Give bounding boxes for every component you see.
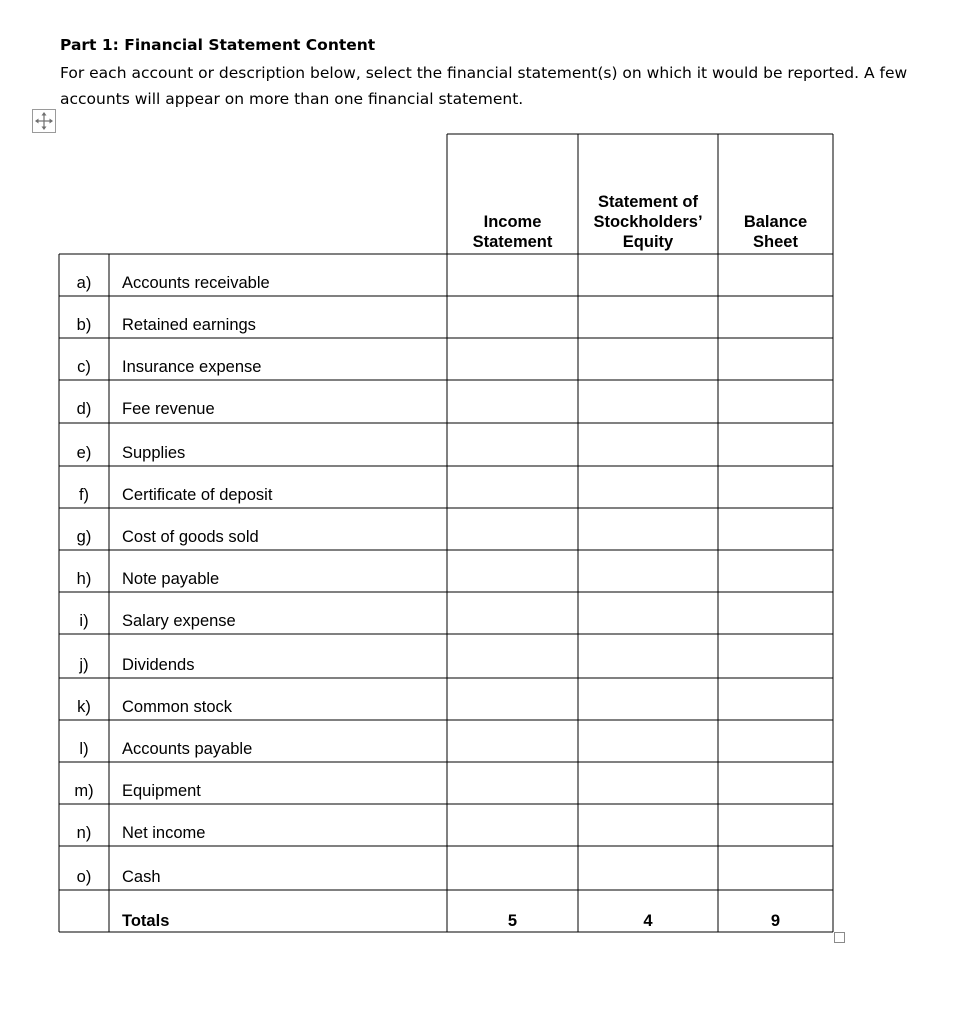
column-header-label: Balance Sheet	[743, 213, 808, 251]
account-name: Accounts receivable	[122, 273, 270, 292]
column-header-label: Income Statement	[472, 213, 553, 251]
account-name: Note payable	[122, 569, 220, 588]
total-balance-sheet: 9	[770, 911, 781, 930]
account-name: Equipment	[122, 781, 201, 800]
account-name: Retained earnings	[122, 315, 256, 334]
column-header-balance-sheet	[718, 134, 833, 254]
table-move-handle[interactable]	[32, 109, 56, 133]
row-letter: e)	[76, 443, 92, 462]
answer-cell-income-statement[interactable]	[448, 255, 577, 295]
account-name: Net income	[122, 823, 206, 842]
answer-cell-balance-sheet[interactable]	[719, 255, 832, 295]
resize-square-icon[interactable]	[834, 932, 845, 943]
column-header-income-statement	[447, 134, 578, 254]
answer-cell-stockholders-equity[interactable]	[579, 255, 717, 295]
section-title: Part 1: Financial Statement Content	[60, 36, 376, 54]
instructions: For each account or description below, select the financial statement(s) on which it would be reported. A few accounts will appear on more than one financial statement.	[60, 64, 908, 108]
account-name: Common stock	[122, 697, 233, 716]
move-arrows-icon	[33, 110, 55, 132]
row-letter: b)	[76, 315, 92, 334]
row-letter: j)	[79, 655, 89, 674]
account-name: Cash	[122, 867, 161, 886]
totals-label: Totals	[122, 911, 170, 930]
row-letter: g)	[76, 527, 92, 546]
total-stockholders-equity: 4	[643, 911, 653, 930]
row-letter: f)	[78, 485, 90, 504]
row-letter: o)	[76, 867, 92, 886]
column-header-label: Statement of Stockholders’ Equity	[593, 193, 703, 251]
row-letter: h)	[76, 569, 92, 588]
row-letter: d)	[76, 399, 92, 418]
row-letter: c)	[77, 357, 91, 376]
account-name: Dividends	[122, 655, 195, 674]
row-letter: a)	[76, 273, 92, 292]
account-name: Salary expense	[122, 611, 236, 630]
account-name: Certificate of deposit	[122, 485, 273, 504]
account-name: Cost of goods sold	[122, 527, 259, 546]
column-header-stockholders-equity	[578, 134, 718, 254]
account-name: Supplies	[122, 443, 186, 462]
row-letter: m)	[74, 781, 94, 800]
row-letter: l)	[79, 739, 89, 758]
total-income-statement: 5	[507, 911, 518, 930]
row-letter: n)	[76, 823, 92, 842]
account-name: Insurance expense	[122, 357, 262, 376]
row-letter: i)	[79, 611, 89, 630]
account-name: Fee revenue	[122, 399, 215, 418]
row-letter: k)	[77, 697, 91, 716]
account-name: Accounts payable	[122, 739, 253, 758]
